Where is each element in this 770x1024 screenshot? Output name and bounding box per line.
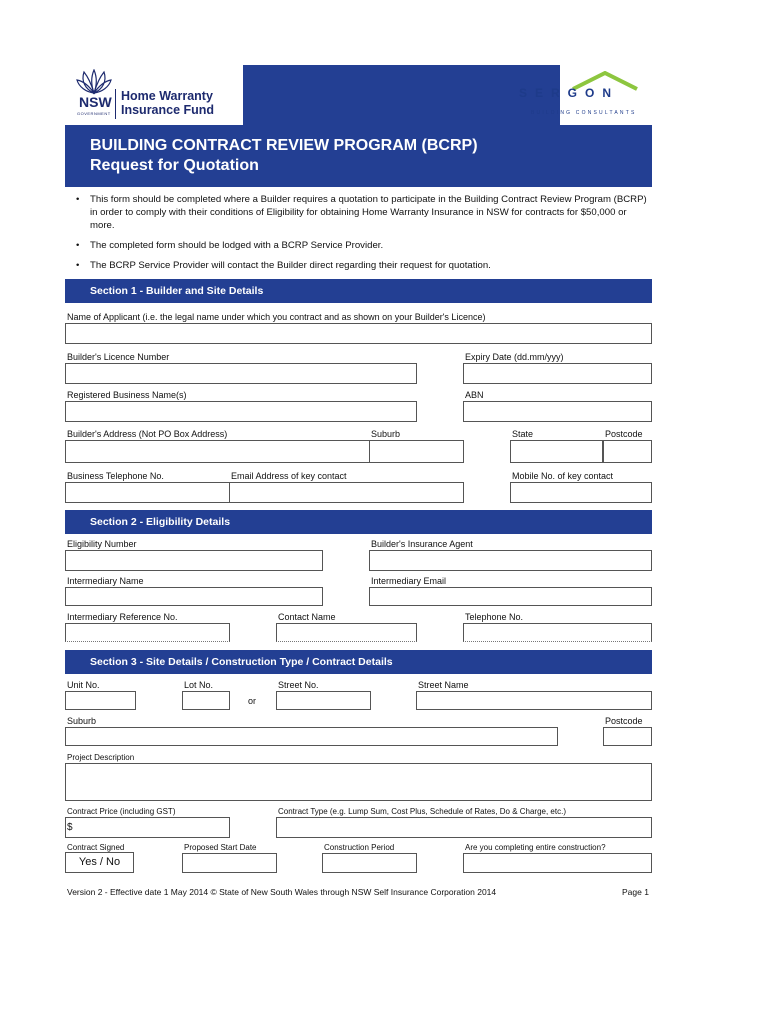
intermediary-ref-label: Intermediary Reference No. <box>67 612 178 622</box>
insurance-agent-label: Builder's Insurance Agent <box>371 539 473 549</box>
abn-label: ABN <box>465 390 484 400</box>
intro-bullet-1: • This form should be completed where a Builder requires a quotation to participate in the Building Contract Review Program (BCRP) in order to comply with their conditions of Eligibility for obtaining Home Warranty Insurance in NSW for contracts for $50,000 or more. <box>76 193 650 232</box>
section-1-header <box>65 279 652 303</box>
applicant-name-label: Name of Applicant (i.e. the legal name under which you contract and as shown on your Builder's Licence) <box>67 312 486 322</box>
hwif-line-2: Insurance Fund <box>121 103 215 117</box>
eligibility-number-field[interactable] <box>65 550 323 571</box>
or-label: or <box>248 696 257 706</box>
unit-no-label: Unit No. <box>67 680 100 690</box>
postcode-field[interactable] <box>603 440 652 463</box>
business-name-field[interactable] <box>65 401 417 422</box>
intermediary-ref-field[interactable] <box>65 623 230 642</box>
licence-number-label: Builder's Licence Number <box>67 352 170 362</box>
business-name-label: Registered Business Name(s) <box>67 390 187 400</box>
email-label: Email Address of key contact <box>231 471 347 481</box>
footer-page-number: Page 1 <box>622 887 649 897</box>
lot-no-label: Lot No. <box>184 680 214 690</box>
site-suburb-field[interactable] <box>65 727 558 746</box>
contract-signed-field[interactable]: Yes / No <box>65 852 134 873</box>
lot-no-field[interactable] <box>182 691 230 710</box>
contract-type-label: Contract Type (e.g. Lump Sum, Cost Plus, Schedule of Rates, Do & Charge, etc.) <box>278 807 566 816</box>
state-field[interactable] <box>510 440 603 463</box>
construction-period-field[interactable] <box>322 853 417 873</box>
mobile-field[interactable] <box>510 482 652 503</box>
government-wordmark: GOVERNMENT <box>77 111 111 116</box>
header-banner <box>65 65 652 187</box>
street-name-field[interactable] <box>416 691 652 710</box>
address-field[interactable] <box>65 440 370 463</box>
telephone-field[interactable] <box>463 623 652 642</box>
section-1-title: Section 1 - Builder and Site Details <box>90 285 264 297</box>
applicant-name-field[interactable] <box>65 323 652 344</box>
sergon-wordmark: SERGON <box>519 86 620 100</box>
logo-divider <box>115 89 116 119</box>
state-label: State <box>512 429 534 439</box>
sergon-subtitle: BUILDING CONSULTANTS <box>531 110 637 116</box>
section-3-title: Section 3 - Site Details / Construction Type / Contract Details <box>90 656 393 668</box>
footer-version: Version 2 - Effective date 1 May 2014 © State of New South Wales through NSW Self Insurance Corporation 2014 <box>67 887 497 897</box>
start-date-field[interactable] <box>182 853 277 873</box>
waratah-icon <box>75 69 113 95</box>
contract-price-field[interactable] <box>65 817 230 838</box>
contract-price-label: Contract Price (including GST) <box>67 807 176 816</box>
site-postcode-label: Postcode <box>605 716 643 726</box>
business-phone-label: Business Telephone No. <box>67 471 164 481</box>
hwif-logo <box>65 65 243 125</box>
hwif-line-1: Home Warranty <box>121 89 213 103</box>
contact-name-label: Contact Name <box>278 612 336 622</box>
project-description-field[interactable] <box>65 763 652 801</box>
insurance-agent-field[interactable] <box>369 550 652 571</box>
intermediary-name-label: Intermediary Name <box>67 576 144 586</box>
form-title: BUILDING CONTRACT REVIEW PROGRAM (BCRP) <box>90 137 478 154</box>
intermediary-email-label: Intermediary Email <box>371 576 447 586</box>
contract-signed-label: Contract Signed <box>67 843 125 852</box>
postcode-label: Postcode <box>605 429 643 439</box>
contact-name-field[interactable] <box>276 623 417 642</box>
business-phone-field[interactable] <box>65 482 230 503</box>
section-3-header <box>65 650 652 674</box>
entire-construction-label: Are you completing entire construction? <box>465 843 606 852</box>
section-2-title: Section 2 - Eligibility Details <box>90 516 231 528</box>
site-suburb-label: Suburb <box>67 716 97 726</box>
licence-number-field[interactable] <box>65 363 417 384</box>
telephone-label: Telephone No. <box>465 612 524 622</box>
start-date-label: Proposed Start Date <box>184 843 257 852</box>
street-name-label: Street Name <box>418 680 469 690</box>
eligibility-number-label: Eligibility Number <box>67 539 137 549</box>
address-label: Builder's Address (Not PO Box Address) <box>67 429 228 439</box>
street-no-label: Street No. <box>278 680 319 690</box>
project-description-label: Project Description <box>67 753 135 762</box>
contract-price-value: $ <box>67 822 73 833</box>
contract-type-field[interactable] <box>276 817 652 838</box>
expiry-date-field[interactable] <box>463 363 652 384</box>
email-field[interactable] <box>229 482 464 503</box>
section-2-header <box>65 510 652 534</box>
suburb-field[interactable] <box>369 440 464 463</box>
street-no-field[interactable] <box>276 691 371 710</box>
site-postcode-field[interactable] <box>603 727 652 746</box>
entire-construction-field[interactable] <box>463 853 652 873</box>
nsw-wordmark: NSW <box>79 94 112 110</box>
suburb-label: Suburb <box>371 429 401 439</box>
intro-bullet-3: • The BCRP Service Provider will contact the Builder direct regarding their request for quotation. <box>76 259 650 272</box>
abn-field[interactable] <box>463 401 652 422</box>
form-subtitle: Request for Quotation <box>90 157 259 174</box>
unit-no-field[interactable] <box>65 691 136 710</box>
intermediary-name-field[interactable] <box>65 587 323 606</box>
intermediary-email-field[interactable] <box>369 587 652 606</box>
expiry-date-label: Expiry Date (dd.mm/yyy) <box>465 352 564 362</box>
intro-bullets <box>76 193 650 279</box>
construction-period-label: Construction Period <box>324 843 395 852</box>
mobile-label: Mobile No. of key contact <box>512 471 614 481</box>
hwif-wordmark <box>121 89 214 117</box>
intro-bullet-2: • The completed form should be lodged with a BCRP Service Provider. <box>76 239 650 252</box>
